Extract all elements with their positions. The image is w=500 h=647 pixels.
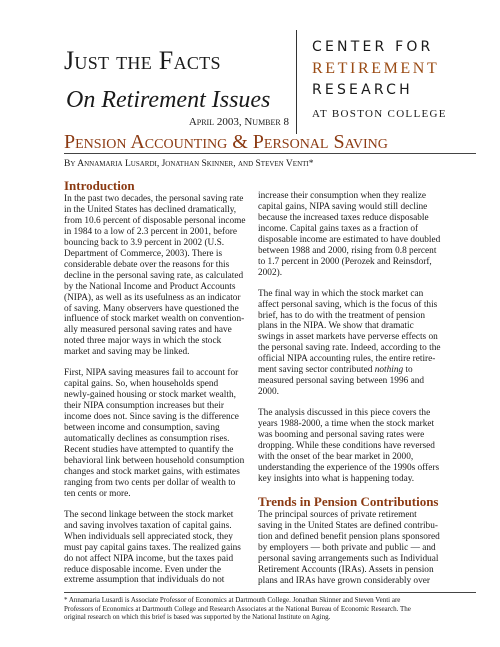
paragraph bbox=[64, 510, 276, 587]
text-line: with the onset of the bear market in 2000, bbox=[258, 451, 414, 462]
text-line: dropping. While these conditions have reversed bbox=[258, 441, 435, 452]
emphasis-line: ment saving sector contributed nothing to bbox=[258, 365, 413, 376]
text-line: official NIPA accounting rules, the entire retire- bbox=[258, 354, 436, 365]
masthead-divider bbox=[296, 30, 297, 134]
text-line: saving in the United States are defined contribu- bbox=[258, 520, 438, 531]
text-line: bouncing back to 3.9 percent in 2002 (U.S. bbox=[64, 237, 225, 248]
author-footnote bbox=[64, 596, 476, 622]
emphasis-word: nothing bbox=[374, 365, 404, 376]
text-line: Department of Commerce, 2003). There is bbox=[64, 248, 223, 259]
text-line: was booming and personal saving rates were bbox=[258, 430, 425, 441]
org-logo bbox=[312, 38, 472, 121]
text-line: Recent studies have attempted to quantify the bbox=[64, 444, 234, 455]
text-line: ranging from two cents per dollar of wealth to bbox=[64, 477, 236, 488]
text-line: ten cents or more. bbox=[64, 488, 131, 499]
paragraph bbox=[258, 191, 476, 279]
text-line: between 1988 and 2000, rising from 0.8 percent bbox=[258, 245, 437, 256]
text-line: 2002). bbox=[258, 267, 283, 278]
text-line: considerable debate over the reasons for this bbox=[64, 259, 230, 270]
text-line: In the past two decades, the personal saving rate bbox=[64, 194, 244, 204]
org-line-research: RESEARCH bbox=[312, 82, 413, 98]
text-line: automatically declines as consumption rises. bbox=[64, 434, 230, 445]
text-line: ally measured personal saving rates and have bbox=[64, 325, 232, 336]
text-line: personal saving arrangements such as Individual bbox=[258, 553, 439, 564]
text-line: * Annamaria Lusardi is Associate Professor of Economics at Dartmouth College. Jonathan Skinner and Steven Venti are bbox=[64, 596, 401, 604]
text-line: do not affect NIPA income, but the taxes paid bbox=[64, 553, 234, 564]
text-line: from 10.6 percent of disposable personal income bbox=[64, 215, 246, 226]
section-heading-trends: Trends in Pension Contributions bbox=[258, 493, 439, 509]
text-line: brief, has to do with the treatment of pension bbox=[258, 310, 426, 321]
text-line: 2000. bbox=[258, 387, 279, 398]
text-line: tion and defined benefit pension plans sponsored bbox=[258, 531, 440, 542]
text-line: market and saving may be linked. bbox=[64, 347, 190, 358]
article-authors: By Annamaria Lusardi, Jonathan Skinner, and Steven Venti* bbox=[64, 159, 314, 169]
text-line: to 1.7 percent in 2000 (Perozek and Reinsdorf, bbox=[258, 256, 432, 267]
text-line: and saving involves taxation of capital gains. bbox=[64, 520, 232, 531]
text-line: disposable income are estimated to have doubled bbox=[258, 234, 441, 245]
text-line: Retirement Accounts (IRAs). Assets in pension bbox=[258, 564, 434, 575]
text-line: increase their consumption when they realize bbox=[258, 191, 427, 201]
text-line: the personal saving rate. Indeed, according to the bbox=[258, 343, 441, 354]
text-line: swings in asset markets have perverse effects on bbox=[258, 332, 438, 343]
text-line: First, NIPA saving measures fail to account for bbox=[64, 368, 239, 379]
org-line-boston-college: AT BOSTON COLLEGE bbox=[312, 108, 447, 120]
article-title: Pension Accounting & Personal Saving bbox=[64, 131, 388, 153]
text-line: income does not. Since saving is the difference bbox=[64, 412, 239, 423]
text-line: plans and IRAs have grown considerably over bbox=[258, 575, 430, 586]
text-line: The principal sources of private retirement bbox=[258, 509, 417, 520]
text-line: The analysis discussed in this piece covers the bbox=[258, 408, 431, 419]
text-line: income. Capital gains taxes as a fraction of bbox=[258, 223, 419, 234]
text-line: because the increased taxes reduce disposable bbox=[258, 212, 429, 223]
org-line-retirement: RETIREMENT bbox=[312, 60, 440, 77]
text-line: years 1988-2000, a time when the stock market bbox=[258, 419, 435, 430]
text-line: in 1984 to a low of 2.3 percent in 2001, before bbox=[64, 226, 237, 237]
text-line: The final way in which the stock market can bbox=[258, 288, 424, 299]
paragraph-with-emphasis bbox=[258, 289, 476, 399]
footnote-rule bbox=[64, 592, 476, 593]
paragraph-lines bbox=[258, 376, 476, 398]
title-rule bbox=[64, 153, 476, 154]
text-line: behavioral link between household consumption bbox=[64, 455, 245, 466]
text-line: affect personal saving, which is the focus of this bbox=[258, 299, 438, 310]
text-line: measured personal saving between 1996 and bbox=[258, 376, 425, 387]
issue-label: April 2003, Number 8 bbox=[188, 116, 289, 128]
text-line: newly-gained housing or stock market wealth, bbox=[64, 390, 236, 401]
text-line: noted three major ways in which the stock bbox=[64, 336, 222, 347]
text-line: must pay capital gains taxes. The realized gains bbox=[64, 542, 241, 553]
text-line: decline in the personal saving rate, as calculated bbox=[64, 270, 244, 281]
text-line: of saving. Many observers have questioned the bbox=[64, 303, 239, 314]
org-line-center-for: CENTER FOR bbox=[312, 39, 434, 55]
paragraph bbox=[258, 408, 476, 485]
text-line: Professors of Economics at Dartmouth College and Research Associates at the National Bureau of Economic Research. The bbox=[64, 604, 411, 613]
left-column bbox=[64, 178, 276, 596]
text-line: reduce disposable income. Even under the bbox=[64, 564, 221, 575]
text-line: by employers — both private and public — and bbox=[258, 542, 436, 553]
text-line: in the United States has declined dramatically, bbox=[64, 204, 237, 215]
paragraph-lines bbox=[258, 289, 476, 366]
text-line: When individuals sell appreciated stock, they bbox=[64, 531, 233, 542]
right-column bbox=[258, 191, 476, 597]
text-line: between income and consumption, saving bbox=[64, 423, 220, 434]
text-line: The second linkage between the stock market bbox=[64, 509, 234, 520]
paragraph bbox=[258, 510, 476, 587]
text-line: capital gains, NIPA saving would still decline bbox=[258, 201, 428, 212]
text-line: capital gains. So, when households spend bbox=[64, 379, 219, 390]
text-line: extreme assumption that individuals do not bbox=[64, 575, 225, 586]
series-subtitle: On Retirement Issues bbox=[66, 87, 271, 113]
section-heading-introduction: Introduction bbox=[64, 178, 135, 193]
text-line: changes and stock market gains, with estimates bbox=[64, 466, 240, 477]
text-line: original research on which this brief is based was supported by the National Institute on Aging. bbox=[64, 613, 331, 622]
paragraph bbox=[64, 368, 276, 499]
paragraph bbox=[64, 194, 276, 358]
text-line: understanding the experience of the 1990s offers bbox=[258, 462, 440, 473]
text-line: plans in the NIPA. We show that dramatic bbox=[258, 321, 414, 332]
text-line: key insights into what is happening today. bbox=[258, 473, 415, 484]
masthead-brand bbox=[64, 38, 289, 130]
text-line: by the National Income and Product Accounts bbox=[64, 281, 236, 292]
series-title: Just the Facts bbox=[64, 46, 221, 75]
text-line: their NIPA consumption increases but their bbox=[64, 401, 225, 412]
text-line: (NIPA), as well as its usefulness as an indicator bbox=[64, 292, 241, 303]
text-line: influence of stock market wealth on convention- bbox=[64, 314, 245, 325]
